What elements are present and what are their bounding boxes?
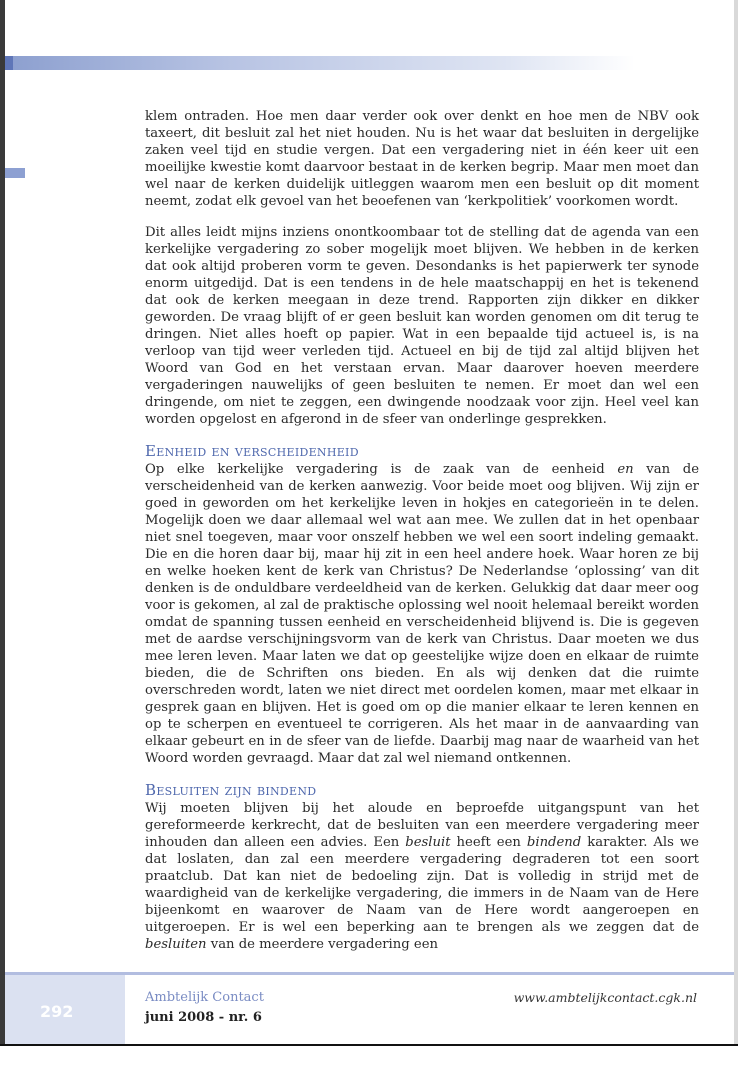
header-color-band bbox=[5, 56, 635, 70]
side-margin-mark bbox=[5, 168, 25, 178]
publication-name: Ambtelijk Contact bbox=[145, 990, 264, 1005]
article-column bbox=[145, 108, 699, 967]
scan-bottom-edge bbox=[0, 1044, 738, 1068]
paragraph-1: klem ontraden. Hoe men daar verder ook over denkt en hoe men de NBV ook taxeert, dit besluit zal het niet houden. Nu is het waar dat besluiten in dergelijke zaken veel tijd en studie vergen. Dat een vergadering niet in één keer uit een moeilijke kwestie komt daarvoor bestaat in de kerken begrip. Maar men moet dan wel naar de kerken duidelijk uitleggen waarom men een besluit op dit moment neemt, zodat elk gevoel van het beoefenen van ‘kerkpolitiek’ voorkomen wordt. bbox=[145, 109, 699, 209]
section-heading-besluiten: Besluiten zijn bindend bbox=[145, 781, 317, 799]
paragraph-3: Op elke kerkelijke vergadering is de zaak van de eenheid en van de verscheidenheid van de kerken aanwezig. Voor beide moet oog blijven. Wij zijn er goed in geworden om het kerkelijke leven in hokjes en categorieën in te delen. Mogelijk doen we daar allemaal wel wat aan mee. We zullen dat in het openbaar niet snel toegeven, maar voor onszelf hebben we wel een soort indeling gemaakt. Die en die horen daar bij, maar hij zit in een heel andere hoek. Waar horen ze bij en welke hoeken kent de kerk van Christus? De Nederlandse ‘oplossing’ van dit denken is de onduldbare verdeeldheid van de kerken. Gelukkig dat daar meer oog voor is gekomen, al zal de praktische oplossing wel nooit helemaal bereikt worden omdat de spanning tussen eenheid en verscheidenheid blijvend is. Die is gegeven met de aardse verschijningsvorm van de kerk van Christus. Daar moeten we dus mee leren leven. Maar laten we dat op geestelijke wijze doen en elkaar de ruimte bieden, die de Schriften ons bieden. En als wij denken dat die ruimte overschreden wordt, laten we niet direct met oordelen komen, maar met elkaar in gesprek gaan en blijven. Het is goed om op die manier elkaar te leren kennen en op te scherpen en eventueel te corrigeren. Als het maar in de aanvaarding van elkaar gebeurt en in de sfeer van de liefde. Daarbij mag naar de waarheid van het Woord worden gevraagd. Maar dat zal wel niemand ontkennen. bbox=[145, 462, 700, 766]
section-heading-eenheid: Eenheid en verscheidenheid bbox=[145, 442, 359, 460]
scan-left-edge bbox=[0, 0, 5, 1068]
header-tab-mark bbox=[5, 56, 13, 70]
paragraph-2: Dit alles leidt mijns inziens onontkoombaar tot de stelling dat de agenda van een kerkelijke vergadering zo sober mogelijk moet blijven. We hebben in de kerken dat ook altijd proberen vorm te geven. Desondanks is het papierwerk ter synode enorm uitgedijd. Dat is een tendens in de hele maatschappij en het is tekenend dat ook de kerken meegaan in deze trend. Rapporten zijn dikker en dikker geworden. De vraag blijft of er geen besluit kan worden genomen om dit terug te dringen. Niet alles hoeft op papier. Wat in een bepaalde tijd actueel is, is na verloop van tijd weer verleden tijd. Actueel en bij de tijd zal altijd blijven het Woord van God en het verstaan ervan. Maar daarover hoeven meerdere vergaderingen nauwelijks of geen besluiten te nemen. Er moet dan wel een dringende, om niet te zeggen, een dwingende noodzaak voor zijn. Heel veel kan worden opgelost en afgerond in de sfeer van onderlinge gesprekken. bbox=[145, 225, 699, 427]
page-number: 292 bbox=[40, 1002, 74, 1021]
paragraph-4: Wij moeten blijven bij het aloude en beproefde uitgangspunt van het gereformeerde kerkrecht, dat de besluiten van een meerdere vergadering meer inhouden dan alleen een advies. Een besluit heeft een bindend karakter. Als we dat loslaten, dan zal een meerdere vergadering degraderen tot een soort praatclub. Dat kan niet de bedoeling zijn. Dat is volledig in strijd met de waardigheid van de kerkelijke vergadering, die immers in de Naam van de Here bijeenkomt en waarover de Naam van de Here wordt aangeroepen en uitgeroepen. Er is wel een beperking aan te brengen als we zeggen dat de besluiten van de meerdere vergadering een bbox=[145, 801, 699, 952]
scan-right-edge bbox=[734, 0, 738, 1068]
website-url[interactable]: www.ambtelijkcontact.cgk.nl bbox=[513, 990, 697, 1005]
issue-label: juni 2008 - nr. 6 bbox=[145, 1010, 262, 1025]
